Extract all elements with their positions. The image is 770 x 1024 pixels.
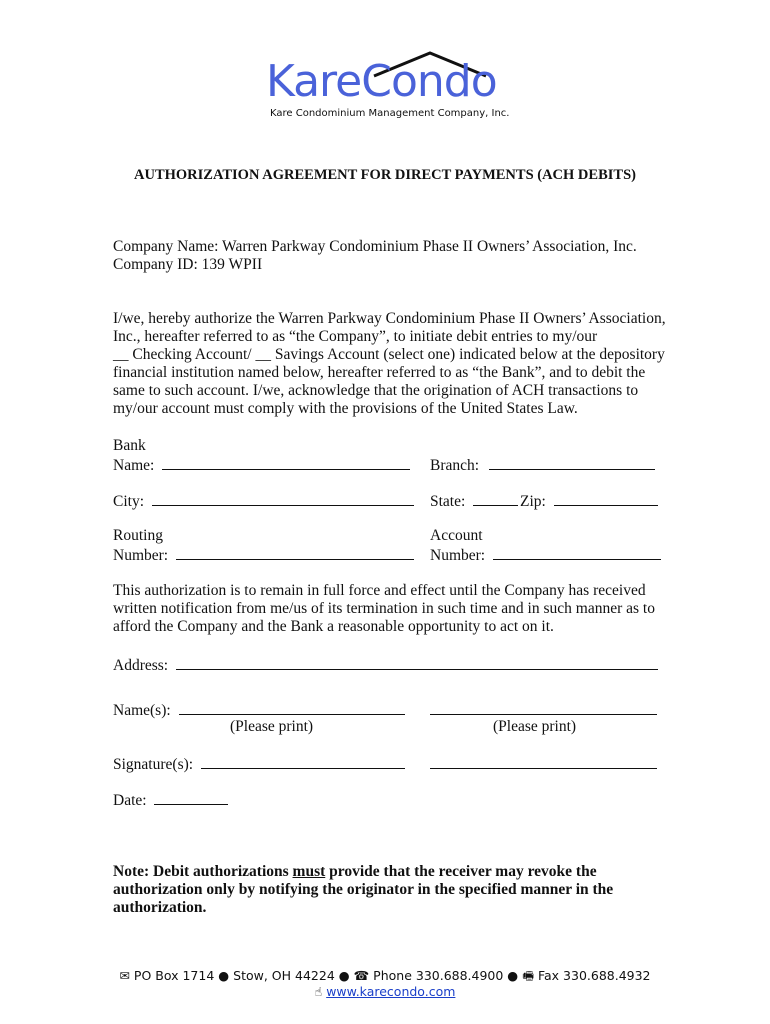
names-label: Name(s): (113, 702, 171, 719)
logo-subtitle: Kare Condominium Management Company, Inc. (270, 108, 510, 119)
city-field[interactable] (113, 491, 414, 511)
paragraph-line: my/our account must comply with the provisions of the United States Law. (113, 400, 578, 417)
zip-line[interactable] (554, 491, 658, 506)
note-block (113, 863, 683, 917)
pointing-hand-icon: ☝ (314, 984, 323, 999)
note-emphasis: must (292, 863, 326, 880)
paragraph-line: financial institution named below, hereafter referred to as “the Bank”, and to debit the (113, 364, 646, 381)
state-line[interactable] (473, 491, 518, 506)
note-line-3: authorization. (113, 899, 207, 916)
names-field[interactable] (113, 700, 405, 720)
authorization-paragraph (113, 310, 673, 418)
signatures-label: Signature(s): (113, 756, 194, 773)
termination-paragraph (113, 582, 673, 636)
paragraph-line: afford the Company and the Bank a reasonable opportunity to act on it. (113, 618, 554, 635)
footer-contact-line: ✉ PO Box 1714 ● Stow, OH 44224 ● ☎ Phone 330.688.4900 ● 🖷 Fax 330.688.4932 (119, 968, 651, 983)
note-line1-rest: provide that the receiver may revoke the (325, 863, 597, 880)
zip-label: Zip: (520, 493, 546, 510)
signature-line-2[interactable] (430, 754, 657, 769)
date-label: Date: (113, 792, 147, 809)
bank-label-top: Bank (113, 437, 146, 454)
paragraph-line: __ Checking Account/ __ Savings Account (select one) indicated below at the depository (113, 346, 665, 363)
name-line-1[interactable] (179, 700, 405, 715)
routing-label-top: Routing (113, 527, 163, 544)
city-line[interactable] (152, 491, 414, 506)
footer-web-line (0, 984, 770, 1000)
paragraph-line: written notification from me/us of its termination in such time and in such manner as to (113, 600, 655, 617)
bank-name-field[interactable] (113, 455, 410, 475)
website-link[interactable]: www.karecondo.com (326, 984, 456, 999)
state-field[interactable] (430, 491, 518, 511)
date-field[interactable] (113, 790, 228, 810)
document-title: AUTHORIZATION AGREEMENT FOR DIRECT PAYMENTS (ACH DEBITS) (134, 167, 636, 183)
signature-line-1[interactable] (201, 754, 405, 769)
company-name: Company Name: Warren Parkway Condominium Phase II Owners’ Association, Inc. (113, 238, 637, 255)
account-label-top: Account (430, 527, 483, 544)
address-line[interactable] (176, 655, 658, 670)
account-number-line[interactable] (493, 545, 661, 560)
paragraph-line: I/we, hereby authorize the Warren Parkway Condominium Phase II Owners’ Association, (113, 310, 666, 327)
note-line-1 (113, 863, 683, 881)
state-label: State: (430, 493, 466, 510)
please-print-caption-2: (Please print) (493, 718, 577, 735)
bank-name-line[interactable] (162, 455, 410, 470)
note-prefix: Note: Debit authorizations (113, 863, 293, 880)
address-label: Address: (113, 657, 169, 674)
signatures-field[interactable] (113, 754, 405, 774)
logo-brand: KareCondo (266, 56, 497, 107)
bank-name-label: Name: (113, 457, 155, 474)
please-print-caption-1: (Please print) (230, 718, 314, 735)
paragraph-line: same to such account. I/we, acknowledge that the origination of ACH transactions to (113, 382, 639, 399)
paragraph-line: This authorization is to remain in full force and effect until the Company has received (113, 582, 646, 599)
routing-number-label: Number: (113, 547, 169, 564)
name-line-2[interactable] (430, 700, 657, 715)
footer (0, 968, 770, 1000)
routing-number-field[interactable] (113, 545, 414, 565)
paragraph-line: Inc., hereafter referred to as “the Company”, to initiate debit entries to my/our (113, 328, 598, 345)
zip-field[interactable] (520, 491, 658, 511)
address-field[interactable] (113, 655, 658, 675)
branch-label: Branch: (430, 457, 480, 474)
routing-number-line[interactable] (176, 545, 414, 560)
note-line-2: authorization only by notifying the originator in the specified manner in the (113, 881, 614, 898)
account-number-field[interactable] (430, 545, 661, 565)
branch-field[interactable] (430, 455, 655, 475)
account-number-label: Number: (430, 547, 486, 564)
date-line[interactable] (154, 790, 228, 805)
branch-line[interactable] (489, 455, 655, 470)
city-label: City: (113, 493, 145, 510)
company-id: Company ID: 139 WPII (113, 256, 263, 273)
